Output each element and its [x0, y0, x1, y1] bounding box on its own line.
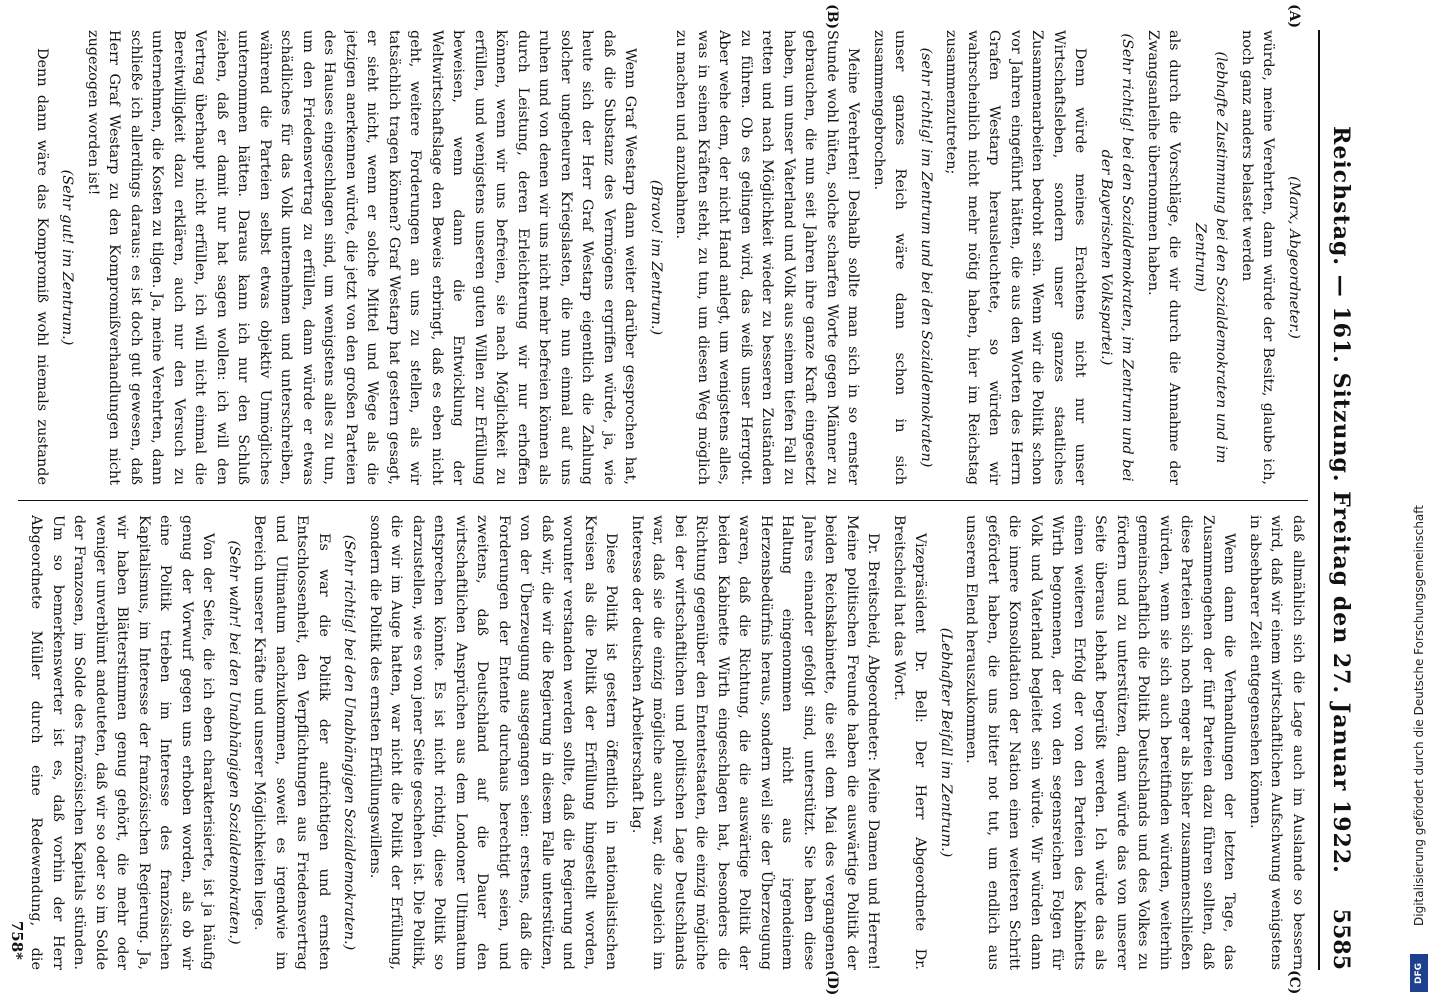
sheet-signature: 758* [8, 920, 26, 960]
paragraph: Wenn dann die Verhandlungen der letzten Tage, das Zusammengehen der fünf Parteien dazu führen sollten, daß diese Parteien sich noch enger als bisher zusammenschließen würden, wenn sie sich auch bereitfinden würden, weiterhin gemeinschaftlich die Politik Deutschlands und des Volkes zu fördern und zu unterstützen, dann würde das von unserer Seite überaus lebhaft begrüßt werden. Ich würde das als einen weiteren Erfolg der von den Parteien des Kabinetts Wirth begonnenen, der von den segensreichen Folgen für Volk und Vaterland begleitet sein würde. Wir würden dann die innere Konsolidation der Nation einen weiteren Schritt gefördert haben, die uns bitter not tut, um endlich aus unserem Elend herauszukommen. [963, 515, 1238, 970]
margin-marker-c: (C) [1286, 970, 1302, 995]
right-column [28, 515, 1308, 970]
paragraph: würde, meine Verehrten, dann würde der Besitz, glaube ich, noch ganz anders belastet werden [1239, 30, 1277, 485]
paragraph: Von der Seite, die ich eben charakterisierte, ist ja häufig genug der Vorwurf gegen uns erhoben worden, als ob wir eine Politik trieben im Interesse des französischen Kapitalismus, im Interesse der französischen Regierung. Ja, wir haben Blätterstimmen genug gehört, die mehr oder weniger unverblümt andeuteten, daß wir so oder so im Solde der Franzosen, im Solde des französischen Kapitals stünden. Um so bemerkenswerter ist es, daß vorhin der Herr Abgeordnete Müller durch eine Redewendung, die [28, 515, 217, 970]
interjection: (Sehr richtig! bei den Unabhängigen Sozialdemokraten.) [341, 534, 358, 951]
column-divider [18, 500, 1308, 501]
paragraph: Es war die Politik der aufrichtigen und ernsten Entschlossenheit, den Verpflichtungen aus Friedensvertrag und Ultimatum nachzukommen, soweit es irgendwie im Bereich unserer Kräfte und unserer Möglichkeiten liege. [251, 515, 332, 970]
digitization-credit [1404, 0, 1434, 1000]
interjection: (sehr richtig! im Zentrum und bei den Sozialdemokraten) [918, 47, 934, 468]
paragraph: Dr. Breitscheid, Abgeordneter: Meine Damen und Herren! Meine politischen Freunde haben die auswärtige Politik der beiden Reichskabinette, die seit dem Mai des vergangenen Jahres einander gefolgt sind, unterstützt. Sie haben diese Haltung eingenommen nicht aus irgendeinem Herzensbedürfnis heraus, sondern weil sie der Überzeugung waren, daß die Richtung, die die auswärtige Politik der beiden Kabinette Wirth eingeschlagen hat, besonders die Richtung gegenüber den Ententestaaten, die einzig mögliche bei der wirtschaftlichen und politischen Lage Deutschlands war, daß sie die einzig mögliche auch war, die zugleich im Interesse der deutschen Arbeiterschaft lag. [629, 515, 882, 970]
paragraph: Diese Politik ist gestern öffentlich in nationalistischen Kreisen als die Politik der Erfüllung hingestellt worden, worunter verstanden werden sollte, daß die Regierung und daß wir, die wir die Regierung in diesem Falle unterstützen, von der Überzeugung ausgegangen seien: erstens, daß die Forderungen der Entente durchaus berechtigt seien, und zweitens, daß Deutschland auf die Dauer den wirtschaftlichen Ansprüchen aus dem Londoner Ultimatum entsprechen könnte. Es ist nicht richtig, diese Politik so darzustellen, wie es von jener Seite geschehen ist. Die Politik, die wir im Auge hatten, war nicht die Politik der Erfüllung, sondern die Politik des ernsten Erfüllungswillens. [367, 515, 620, 970]
page-title: Reichstag. — 161. Sitzung. Freitag den 27. Januar 1922. [1328, 126, 1354, 874]
page-header [1318, 30, 1360, 970]
paragraph: unser ganzes Reich wäre dann schon in sich zusammengebrochen. [871, 30, 909, 485]
dfg-logo-icon: DFG [1410, 954, 1428, 992]
interjection: (Sehr gut! im Zentrum.) [59, 169, 76, 346]
paragraph: als durch die Vorschläge, die wir durch die Annahme der Zwangsanleihe übernommen haben. [1145, 30, 1183, 485]
paragraph: daß allmählich sich die Lage auch im Auslande so bessern wird, daß wir einem wirtschaftlichen Aufschwung wenigstens in absehbarer Zeit entgegensehen können. [1247, 515, 1306, 970]
interjection: (lebhafte Zustimmung bei den Sozialdemokraten und im Zentrum) [1192, 51, 1230, 464]
paragraph: Wenn Graf Westarp dann weiter darüber gesprochen hat, daß die Substanz des Vermögens ergriffen würde, ja, wie heute sich der Herr Graf Westarp eigentlich die Zahlung solcher ungeheuren Kriegslasten, die nun einmal auf uns ruhen und von denen wir uns nicht mehr befreien können als durch Leistung, deren Erleichterung wir nur erhoffen können, wenn wir uns befreien, sie nach Möglichkeit zu erfüllen, und wenigstens unseren guten Willen zur Erfüllung beweisen, wenn dann die Entwicklung der Weltwirtschaftslage den Beweis erbringt, daß es eben nicht geht, weitere Forderungen an uns zu stellen, als wir tatsächlich tragen können? Graf Westarp hat gestern gesagt, er sieht nicht, wenn er solche Mittel und Wege als die jetzigen anerkennen würde, die jetzt von den großen Parteien des Hauses eingeschlagen sind, um wenigstens alles zu tun, um den Friedensvertrag zu erfüllen, dann würde er etwas schädliches für das Volk unternehmen und unterschreiben, während die Parteien selbst etwas objektiv Unmögliches unternommen hätten. Daraus kann ich nur den Schluß ziehen, daß er damit nur hat sagen wollen: ich will den Vertrag überhaupt nicht erfüllen, ich will nicht einmal die Bereitwilligkeit dazu erklären, auch nur den Versuch zu unternehmen, die Kosten zu tilgen. Ja, meine Verehrten, dann schließe ich allerdings daraus: es ist doch gut gewesen, daß Herr Graf Westarp zu den Kompromißverhandlungen nicht zugezogen worden ist! [85, 30, 639, 485]
speaker-line: (Marx, Abgeordneter.) [1286, 176, 1302, 339]
margin-marker-d: (D) [824, 970, 840, 996]
interjection: (Lebhafter Beifall im Zentrum.) [938, 627, 954, 858]
left-column [28, 30, 1308, 485]
interjection: (Bravo! im Zentrum.) [648, 179, 664, 336]
paragraph: Vizepräsident Dr. Bell: Der Herr Abgeordnete Dr. Breitscheid hat das Wort. [891, 515, 929, 970]
interjection: (Sehr richtig! bei den Sozialdemokraten, im Zentrum und bei der Bayerischen Volkspartei.) [1098, 33, 1136, 482]
paragraph: Meine Verehrten! Deshalb sollte man sich in so ernster Stunde wohl hüten, solche scharfen Worte gegen Männer zu gebrauchen, die nun seit Jahren ihre ganze Kraft eingesetzt haben, um unser Vaterland und Volk aus seinem tiefen Fall zu retten und nach Möglichkeit wieder zu besseren Zuständen zu führen. Ob es gelingen wird, das weiß unser Herrgott. Aber wehe dem, der nicht Hand anlegt, um wenigstens alles, was in seinen Kräften steht, zu tun, um diesen Weg möglich zu machen und anzubahnen. [673, 30, 862, 485]
margin-marker-a: (A) [1286, 4, 1302, 29]
paragraph: Denn würde meines Erachtens nicht nur unser Wirtschaftsleben, sondern unser ganzes staatliches Zusammenarbeiten bedroht sein. Wenn wir die Politik schon vor Jahren eingeführt hätten, die aus den Worten des Herrn Grafen Westarp herausleuchtete, so würden wir wahrscheinlich nicht mehr nötig haben, hier im Reichstag zusammenzutreten; [943, 30, 1089, 485]
interjection: (Sehr wahr! bei den Unabhängigen Sozialdemokraten.) [226, 540, 242, 945]
margin-marker-b: (B) [824, 4, 840, 30]
page-number: 5585 [1328, 908, 1354, 970]
paragraph: Denn dann wäre das Kompromiß wohl niemals zustande [34, 48, 50, 485]
footer-credit-text: Digitalisierung gefördert durch die Deutsche Forschungsgemeinschaft [1412, 504, 1426, 926]
